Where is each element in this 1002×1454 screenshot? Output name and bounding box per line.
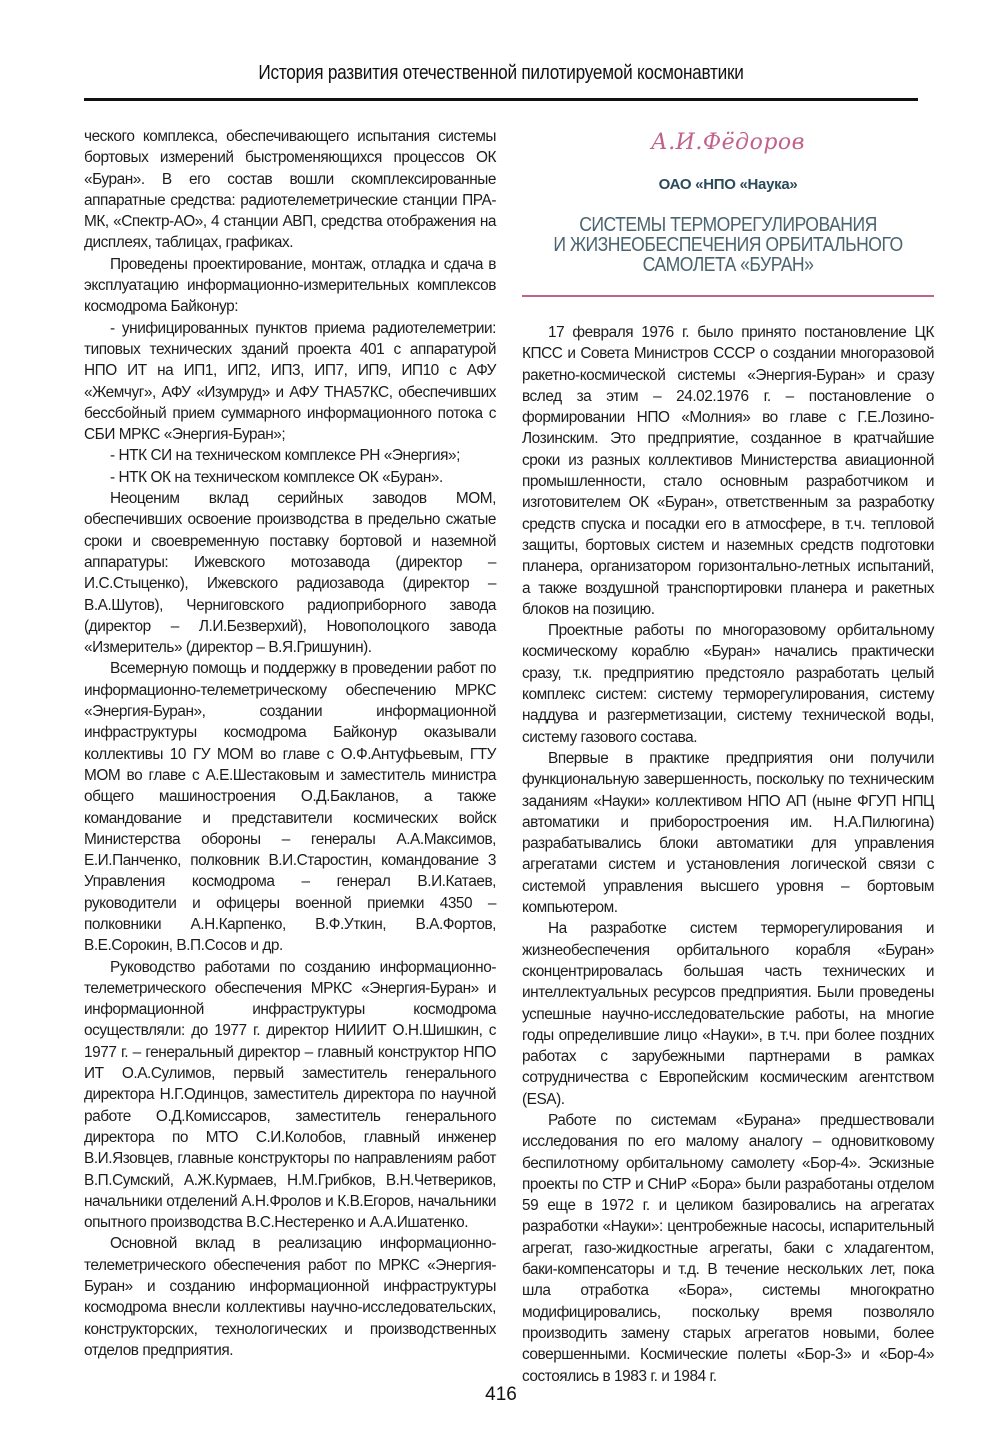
title-divider	[522, 295, 934, 297]
article-title-line: И ЖИЗНЕОБЕСПЕЧЕНИЯ ОРБИТАЛЬНОГО	[553, 234, 903, 256]
paragraph: Основной вклад в реализацию информационно-телеметрического обеспечения работ по МРКС «Энергия-Буран» и созданию информационной инфраструктуры космодрома внесли коллективы научно-исследовательских, конструкторских, технологических и производственных отделов предприятия.	[84, 1235, 496, 1359]
right-column	[522, 322, 934, 1387]
paragraph: Впервые в практике предприятия они получили функциональную завершенность, поскольку по техническим заданиям «Науки» коллективом НПО АП (ныне ФГУП НПЦ автоматики и приборостроения им. Н.А.Пилюгина) разрабатывались блоки автоматики для управления агрегатами систем и установления логической связи с системой управления высшего уровня – бортовым компьютером.	[522, 749, 934, 917]
paragraph: 17 февраля 1976 г. было принято постановление ЦК КПСС и Совета Министров СССР о создании многоразовой ракетно-космической системы «Энергия-Буран» и сразу вслед за этим – 24.02.1976 г. – постановление о формировании НПО «Молния» во главе с Г.Е.Лозино-Лозинским. Это предприятие, созданное в кратчайшие сроки из разных коллективов Министерства авиационной промышленности, стало основным разработчиком и изготовителем ОК «Буран», ответственным за разработку средств спуска и посадки его в атмосфере, в т.ч. тепловой защиты, бортовых систем и наземных средств подготовки планера, организатором горизонтально-летных испытаний, а также воздушной транспортировки планера и ракетных блоков на позицию.	[522, 324, 934, 618]
article-title	[522, 215, 934, 275]
paragraph: Всемерную помощь и поддержку в проведении работ по информационно-телеметрическому обеспечению МРКС «Энергия-Буран», создании информационной инфраструктуры космодрома Байконур оказывали коллективы 10 ГУ МОМ во главе с О.Ф.Антуфьевым, ГТУ МОМ во главе с А.Е.Шестаковым и заместитель министра общего машиностроения О.Д.Бакланов, а также командование и представители космических войск Министерства обороны – генералы А.А.Максимов, Е.И.Панченко, полковник В.И.Старостин, командование 3 Управления космодрома – генерал В.И.Катаев, руководители и офицеры военной приемки 4350 – полковники А.Н.Карпенко, В.Ф.Уткин, В.А.Фортов, В.Е.Сорокин, В.П.Сосов и др.	[84, 660, 496, 955]
list-item: - НТК ОК на техническом комплексе ОК «Буран».	[110, 468, 443, 486]
page-number: 416	[485, 1384, 517, 1405]
article-header	[522, 126, 934, 297]
article-title-line: САМОЛЕТА «БУРАН»	[642, 254, 814, 276]
paragraph: Неоценим вклад серийных заводов МОМ, обеспечивших освоение производства в предельно сжатые сроки и своевременную поставку бортовой и наземной аппаратуры: Ижевского мотозавода (директор – И.С.Стыценко), Ижевского радиозавода (директор – В.А.Шутов), Черниговского радиоприборного завода (директор – Л.И.Безверхий), Новополоцкого завода «Измеритель» (директор – В.Я.Гришунин).	[84, 490, 496, 657]
list-item: - унифицированных пунктов приема радиотелеметрии: типовых технических зданий проекта 401 с аппаратурой НПО ИТ на ИП1, ИП2, ИП3, ИП7, ИП9, ИП10 с АФУ «Жемчуг», АФУ «Изумруд» и АФУ ТНА57КС, обеспечивших бессбойный прием суммарного информационного потока с СБИ МРКС «Энергия-Буран»;	[84, 319, 496, 444]
paragraph: Руководство работами по созданию информационно-телеметрического обеспечения МРКС «Энергия-Буран» и информационной инфраструктуры космодрома осуществляли: до 1977 г. директор НИИИТ О.Н.Шишкин, с 1977 г. – генеральный директор – главный конструктор НПО ИТ О.А.Сулимов, первый заместитель генерального директора Н.Г.Одинцов, заместитель директора по научной работе О.Д.Комиссаров, заместитель генерального директора по МТО С.И.Колобов, главный инженер В.И.Язовцев, главные конструкторы по направлениям работ В.П.Сумский, А.Ж.Курмаев, Н.М.Грибков, В.Н.Четвериков, начальники отделений А.Н.Фролов и К.В.Егоров, начальники опытного производства В.С.Нестеренко и А.А.Ишатенко.	[84, 958, 496, 1232]
header-rule	[84, 98, 918, 101]
author-signature: А.И.Фёдоров	[651, 130, 805, 155]
paragraph: ческого комплекса, обеспечивающего испытания системы бортовых измерений быстроменяющихся процессов ОК «Буран». В его состав вошли скомплексированные аппаратные средства: радиотелеметрические станции ПРА-МК, «Спектр-АО», 4 станции АВП, средства отображения на дисплеях, таблицах, графиках.	[84, 128, 496, 252]
paragraph: Проведены проектирование, монтаж, отладка и сдача в эксплуатацию информационно-измерительных комплексов космодрома Байконур:	[84, 255, 496, 316]
paragraph: Работе по системам «Бурана» предшествовали исследования по его малому аналогу – одновитковому беспилотному орбитальному самолету «Бор-4». Эскизные проекты по СТР и СНиР «Бора» были разработаны отделом 59 еще в 1972 г. и целиком базировались на агрегатах разработки «Науки»: центробежные насосы, испарительный агрегат, газо-жидкостные агрегаты, баки с хладагентом, баки-компенсаторы и т.д. В течение нескольких лет, пока шла отработка «Бора», системы многократно модифицировались, поскольку время позволяло производить замену старых агрегатов новыми, более совершенными. Космические полеты «Бор-3» и «Бор-4» состоялись в 1983 г. и 1984 г.	[522, 1111, 934, 1385]
organization: ОАО «НПО «Наука»	[658, 176, 798, 193]
left-column	[84, 126, 496, 1361]
running-head: История развития отечественной пилотируемой космонавтики	[258, 62, 744, 84]
article-title-line: СИСТЕМЫ ТЕРМОРЕГУЛИРОВАНИЯ	[579, 214, 877, 236]
list-item: - НТК СИ на техническом комплексе РН «Энергия»;	[110, 447, 460, 465]
paragraph: Проектные работы по многоразовому орбитальному космическому кораблю «Буран» начались практически сразу, т.к. предприятию предстояло разработать целый комплекс систем: систему терморегулирования, систему наддува и разгерметизации, систему технической воды, систему газового состава.	[522, 622, 934, 746]
paragraph: На разработке систем терморегулирования и жизнеобеспечения орбитального корабля «Буран» сконцентрировалась большая часть технических и интеллектуальных ресурсов предприятия. Были проведены успешные научно-исследовательские работы, на многие годы определившие лицо «Науки», в т.ч. при более поздних работах с зарубежными партнерами в рамках сотрудничества с Европейским космическим агентством (ESA).	[522, 920, 934, 1108]
